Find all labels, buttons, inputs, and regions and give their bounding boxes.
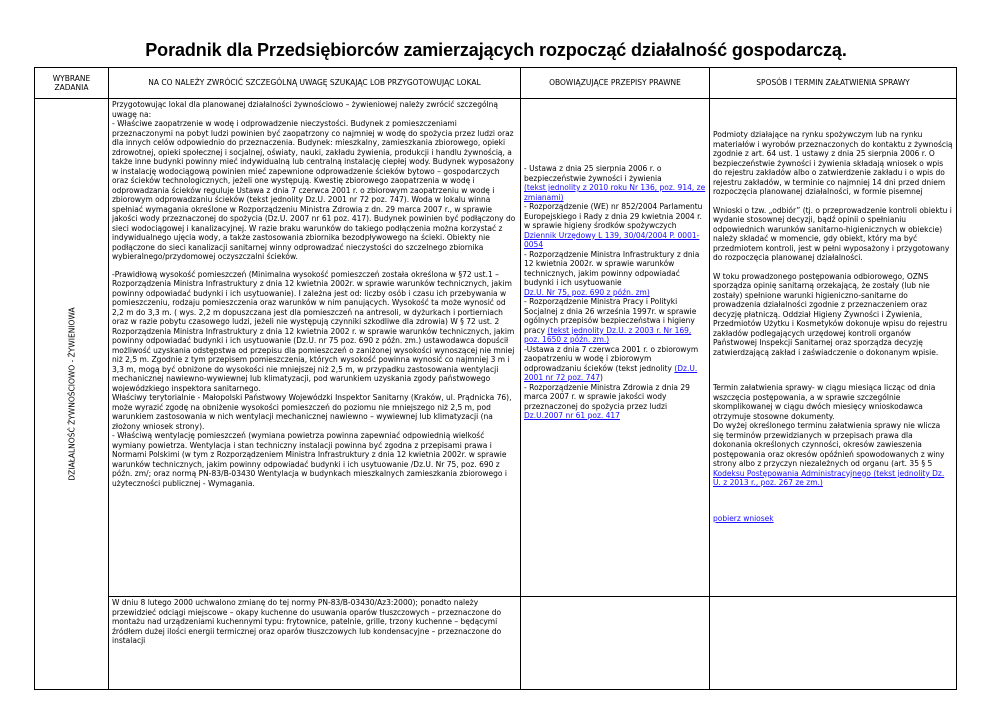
law-cell — [521, 99, 710, 597]
law-link-3[interactable]: Dz.U. Nr 75, poz. 690 z późn. zm) — [524, 287, 650, 297]
law-item-5-tail: ) — [600, 373, 603, 382]
header-method: SPOSÓB I TERMIN ZAŁATWIENIA SPRAWY — [710, 68, 957, 99]
download-form-link[interactable]: pobierz wniosek — [713, 513, 774, 523]
method-deadline: Termin załatwienia sprawy- w ciągu miesiąca licząc od dnia wszczęcia postępowania, a w sprawie szczególnie skomplikowanej w ciągu dwóch miesięcy wnioskodawca otrzymuje stosowne dokumenty. — [713, 383, 936, 421]
header-tasks: WYBRANE ZADANIA — [35, 68, 109, 99]
method-registration: Podmioty działające na rynku spożywczym lub na rynku materiałów i wyrobów przeznaczonych do kontaktu z żywnością zgodnie z art. 64 ust. 1 ustawy z dnia 25 sierpnia 2006 r. O bezpieczeństwie żywności i żywienia składają wniosek o wpis do rejestru zakładów albo o zatwierdzenie zakładu i o wpis do rejestru zakładów, w terminie co najmniej 14 dni przed dniem rozpoczęcia planowanej działalności, w formie pisemnej — [713, 130, 953, 196]
requirements-water: - Właściwe zaopatrzenie w wodę i odprowadzenie nieczystości. Budynek z pomieszczeniami przeznaczonymi na pobyt ludzi powinien być zaopatrzony co najmniej w wodę do spożycia przez ludzi oraz dla innych celów odpowiednio do przeznaczenia. Budynek: mieszkalny, zamieszkania zbiorowego, opieki zdrowotnej, opieki społecznej i socjalnej, oświaty, nauki, zakładu żywienia, produkcji i handlu żywnością, a także inne budynki powinny mieć indywidualną lub centralną instalację ciepłej wody. Budynek wyposażony w instalację wodociągową powinien mieć zapewnione odprowadzenie ścieków bytowo – gospodarczych oraz ścieków technologicznych, jeżeli one występują. Kwestię zbiorowego zaopatrzenia w wodę i odprowadzania ścieków reguluje Ustawa z dnia 7 czerwca 2001 r. o zbiorowym zaopatrzeniu w wodę i zbiorowym odprowadzaniu ścieków (tekst jednolity Dz.U. 2001 nr 72 poz. 747). Woda w lokalu winna spełniać wymagania określone w Rozporządzeniu Ministra Zdrowia z dn. 29 marca 2007 r., w sprawie jakości wody przeznaczonej do spożycia (Dz.U. 2007 nr 61 poz. 417). Budynek powinien być podłączony do sieci wodociągowej i kanalizacyjnej. W razie braku warunków do takiego podłączenia można korzystać z indywidualnego ujęcia wody, a także zastosowania zbiornika bezodpływowego na ścieki. Obiekty nie podłączone do sieci kanalizacji sanitarnej winny odprowadzać nieczystości do szczelnego zbiornika wybieralnego/przydomowej oczyszczalni ścieków. — [112, 119, 516, 261]
guide-table — [34, 67, 957, 690]
table-header-row — [35, 68, 957, 99]
law-item-5: -Ustawa z dnia 7 czerwca 2001 r. o zbiorowym zaopatrzeniu w wodę i zbiorowym odprowadzaniu ścieków (tekst jednolity — [524, 344, 699, 373]
law-item-2: - Rozporządzenie (WE) nr 852/2004 Parlamentu Europejskiego i Rady z dnia 29 kwietnia 2004 r. w sprawie higieny środków spożywczych — [524, 202, 703, 230]
method-cell-empty — [710, 597, 957, 690]
law-link-4[interactable]: (tekst jednolity Dz.U. z 2003 r. Nr 169, poz. 1650 z późn. zm.) — [524, 325, 692, 344]
law-link-2[interactable]: Dziennik Urzędowy L 139, 30/04/2004 P. 0001-0054 — [524, 230, 700, 249]
requirements-ventilation: - Właściwą wentylację pomieszczeń (wymiana powietrza powinna zapewniać odpowiednią wielkość wymiany powietrza. Wentylacja i stan techniczny instalacji powinna być zgodna z przepisami prawa i Normami Polskimi (w tym z Rozporządzeniem Ministra Infrastruktury z dnia 12 kwietnia 2002r. w sprawie warunków technicznych, jakim powinny odpowiadać budynki i ich usytuowanie /Dz.U. Nr 75, poz. 690 z późn. zm/; oraz normą PN-83/B-03430 Wentylacja w budynkach mieszkalnych zamieszkania zbiorowego i użyteczności publicznej - Wymagania. — [112, 431, 507, 488]
header-law: OBOWIĄZUJĄCE PRZEPISY PRAWNE — [521, 68, 710, 99]
requirements-cell-continued — [109, 597, 521, 690]
method-exclusions: Do wyżej określonego terminu załatwienia sprawy nie wlicza się terminów przewidzianych w przepisach prawa dla dokonania określonych czynności, okresów zawieszenia postępowania oraz okresów opóźnień spowodowanych z winy strony albo z przyczyn niezależnych od organu (art. 35 § 5 Kodeksu Postępowania Administracyjnego (tekst jednolity Dz. U. z 2013 r., poz. 267 ze zm.) — [713, 421, 945, 487]
header-requirements: NA CO NALEŻY ZWRÓCIĆ SZCZEGÓLNĄ UWAGĘ SZUKAJĄC LOB PRZYGOTOWUJĄC LOKAL — [109, 68, 521, 99]
task-cell — [35, 99, 109, 690]
requirements-height: -Prawidłową wysokość pomieszczeń (Minimalna wysokość pomieszczeń została określona w §72 ust.1 – Rozporządzenia Ministra Infrastruktury z dnia 12 kwietnia 2002r. w sprawie warunków technicznych, jakim powinny odpowiadać budynki i ich usytuowanie). I zależna jest od: liczby osób i czasu ich przebywania w pomieszczeniu, rodzaju pomieszczenia oraz warunków w nim panujących. Wysokość ta może wynosić od 2,2 m do 3,3 m. ( wys. 2,2 m dopuszczana jest dla pomieszczeń na antresoli, w dyżurkach i portierniach oraz w razie pobytu czasowego ludzi, jeżeli nie występują czynniki szkodliwe dla zdrowia) W § 72 ust. 2 Rozporządzenia Ministra Infrastruktury z dnia 12 kwietnia 2002 r. w sprawie warunków technicznych, jakim powinny odpowiadać budynki i ich usytuowanie (Dz.U. nr 75 poz. 690 z późn. zm.) ustawodawca dopuścił możliwość uzyskania odstępstwa od przepisu dla pomieszczeń o zaniżonej wysokości wynoszącej nie mniej niż 2,5 m. Zgodnie z tym przepisem pomieszczenia, których wysokość powinna wynosić co najmniej 3 m i 3,3 m, mogą być obniżone do wysokości nie mniejszej niż 2,5 m, w przypadku zastosowania wentylacji mechanicznej nawiewno-wywiewnej lub klimatyzacji, pod warunkiem uzyskania zgody państwowego wojewódzkiego inspektora sanitarnego. — [112, 269, 515, 393]
law-item-3: - Rozporządzenie Ministra Infrastruktury z dnia 12 kwietnia 2002r. w sprawie warunków technicznych, jakim powinny odpowiadać budynki i ich usytuowanie — [524, 249, 700, 287]
table-row — [35, 99, 957, 597]
law-link-6[interactable]: Dz.U.2007 nr 61 poz. 417 — [524, 411, 620, 420]
kpa-link[interactable]: Kodeksu Postępowania Administracyjnego (tekst jednolity Dz. U. z 2013 r., poz. 267 ze zm.) — [713, 468, 945, 487]
table-row — [35, 597, 957, 690]
law-link-1[interactable]: (tekst jednolity z 2010 roku Nr 136, poz. 914, ze zmianami) — [524, 183, 706, 202]
method-procedure: W toku prowadzonego postępowania odbiorowego, OZNS sporządza opinię sanitarną orzekającą, że zostały (lub nie zostały) spełnione warunki higieniczno-sanitarne do prowadzenia działalności zgodnie z przeznaczeniem oraz decyzję płatniczą. Oddział Higieny Żywności i Żywienia, Przedmiotów Użytku i Kosmetyków dokonuje wpisu do rejestru zakładów podlegających urzędowej kontroli organów Państwowej Inspekcji Sanitarnej oraz sporządza decyzję zatwierdzającą zakład i zaświadczenie o dokonanym wpisie. — [713, 271, 948, 357]
requirements-continued: W dniu 8 lutego 2000 uchwalono zmianę do tej normy PN-83/B-03430/Az3:2000); ponadto należy przewidzieć odciągi miejscowe – okapy kuchenne do usuwania oparów tłuszczowych – przeznaczone do montażu nad urządzeniami kuchennymi typu: frytownice, patelnie, grille, trzony kuchenne – będącymi źródłem dużej ilości energii termicznej oraz oparów tłuszczowych lub kondensacyjne – przeznaczone do instalacji — [112, 598, 502, 645]
law-item-6: - Rozporządzenie Ministra Zdrowia z dnia 29 marca 2007 r. w sprawie jakości wody przeznaczonej do spożycia przez ludzi — [524, 382, 690, 411]
method-acceptance: Wnioski o tzw. „odbiór” (tj. o przeprowadzenie kontroli obiektu i wydanie stosownej decyzji, bądź opinii o spełnianiu odpowiednich warunków sanitarno-higienicznych w obiekcie) należy składać w momencie, gdy obiekt, który ma być przedmiotem kontroli, jest w pełni wyposażony i przygotowany do rozpoczęcia planowanej działalności. — [713, 205, 952, 262]
method-cell — [710, 99, 957, 597]
requirements-intro: Przygotowując lokal dla planowanej działalności żywnościowo – żywieniowej należy zwrócić szczególną uwagę na: — [112, 100, 498, 119]
law-item-1: - Ustawa z dnia 25 sierpnia 2006 r. o bezpieczeństwie żywności i żywienia — [524, 164, 662, 183]
page-title: Poradnik dla Przedsiębiorców zamierzających rozpocząć działalność gospodarczą. — [145, 40, 847, 60]
requirements-inspector: Właściwy terytorialnie - Małopolski Państwowy Wojewódzki Inspektor Sanitarny (Kraków, ul. Prądnicka 76), może wyrazić zgodę na obniżenie wysokości pomieszczeń do poziomu nie mniejszego niż 2,5 m, pod warunkiem zastosowania w nich wentylacji mechanicznej nawiewno – wywiewnej lub klimatyzacji (na złożony wniosek strony). — [112, 393, 512, 431]
law-item-4: - Rozporządzenie Ministra Pracy i Polityki Socjalnej z dnia 26 września 1997r. w sprawie ogólnych przepisów bezpieczeństwa i higieny pracy — [524, 297, 697, 335]
law-link-5[interactable]: (Dz.U. 2001 nr 72 poz. 747 — [524, 363, 698, 382]
requirements-cell — [109, 99, 521, 597]
task-label: DZIAŁALNOŚĆ ŻYWNOŚCIOWO - ŻYWIENIOWA — [66, 307, 76, 481]
law-cell-empty — [521, 597, 710, 690]
